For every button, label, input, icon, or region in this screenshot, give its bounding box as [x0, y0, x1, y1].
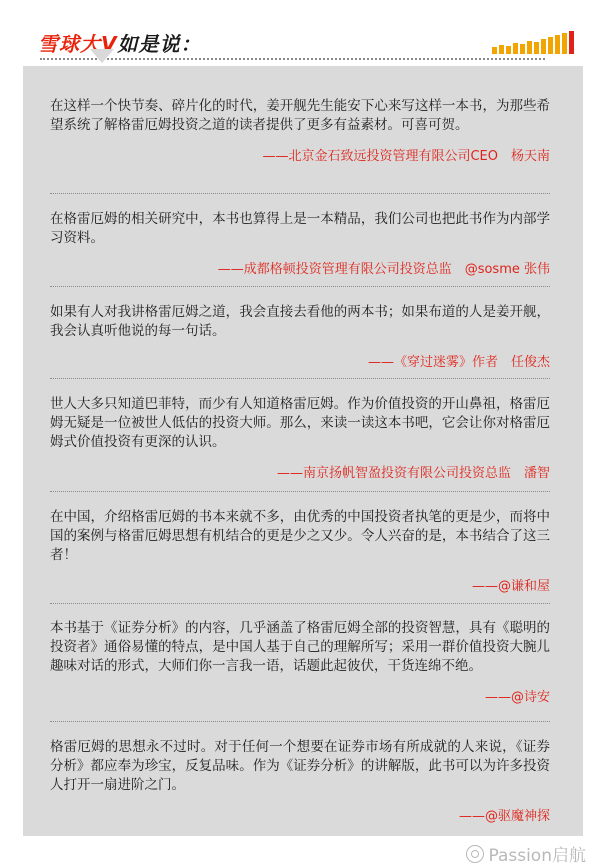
- quote-1: [50, 97, 550, 164]
- quote-divider: [50, 286, 550, 287]
- quote-source: ——成都格顿投资管理有限公司投资总监 @sosme 张伟: [217, 262, 550, 277]
- quote-6: [50, 619, 550, 705]
- watermark-logo-icon: [466, 845, 484, 863]
- quote-3: [50, 303, 550, 370]
- header-title-red: 雪球大V: [38, 32, 118, 56]
- quote-source: ——@诗安: [484, 690, 550, 705]
- quote-text: 如果有人对我讲格雷厄姆之道，我会直接去看他的两本书；如果布道的人是姜开舰，我会认真听他说的每一句话。: [50, 304, 550, 339]
- quote-divider: [50, 491, 550, 492]
- header-divider: [40, 58, 545, 60]
- quote-2: [50, 210, 550, 277]
- quote-divider: [50, 603, 550, 604]
- header-title: [38, 28, 201, 57]
- quote-4: [50, 395, 550, 481]
- quote-text: 格雷厄姆的思想永不过时。对于任何一个想要在证券市场有所成就的人来说，《证券分析》都应奉为珍宝，反复品味。作为《证券分析》的讲解版，此书可以为许多投资人打开一扇进阶之门。: [50, 739, 550, 793]
- watermark: [466, 841, 586, 866]
- watermark-text: Passion启航: [488, 846, 586, 866]
- quote-divider: [50, 378, 550, 379]
- quote-divider: [50, 193, 550, 194]
- header-notch: [90, 49, 114, 63]
- quote-text: 在格雷厄姆的相关研究中，本书也算得上是一本精品，我们公司也把此书作为内部学习资料。: [50, 211, 550, 246]
- quote-text: 本书基于《证券分析》的内容，几乎涵盖了格雷厄姆全部的投资智慧，具有《聪明的投资者》通俗易懂的特点，是中国人基于自己的理解所写；采用一群价值投资大腕儿趣味对话的形式，大师们你一言我一语，话题此起彼伏，干货连绵不绝。: [50, 620, 550, 674]
- quote-text: 在中国，介绍格雷厄姆的书本来就不多，由优秀的中国投资者执笔的更是少，而将中国的案例与格雷厄姆思想有机结合的更是少之又少。令人兴奋的是，本书结合了这三者！: [50, 509, 550, 563]
- quote-source: ——@谦和屋: [471, 579, 550, 594]
- header-title-black: 如是说：: [117, 32, 202, 56]
- quote-7: [50, 738, 550, 824]
- quote-text: 在这样一个快节奏、碎片化的时代，姜开舰先生能安下心来写这样一本书，为那些希望系统了解格雷厄姆投资之道的读者提供了更多有益素材。可喜可贺。: [50, 98, 550, 133]
- bar-chart-icon: [492, 30, 582, 54]
- quote-source: ——@驱魔神探: [458, 809, 550, 824]
- quote-divider: [50, 721, 550, 722]
- quote-5: [50, 508, 550, 594]
- quote-source: ——南京扬帆智盈投资有限公司投资总监 潘智: [276, 466, 550, 481]
- quote-source: ——北京金石致远投资管理有限公司CEO 杨天南: [262, 149, 550, 164]
- quote-text: 世人大多只知道巴菲特，而少有人知道格雷厄姆。作为价值投资的开山鼻祖，格雷厄姆无疑是一位被世人低估的投资大师。那么，来读一读这本书吧，它会让你对格雷厄姆式价值投资有更深的认识。: [50, 396, 550, 450]
- quote-source: ——《穿过迷雾》作者 任俊杰: [367, 355, 550, 370]
